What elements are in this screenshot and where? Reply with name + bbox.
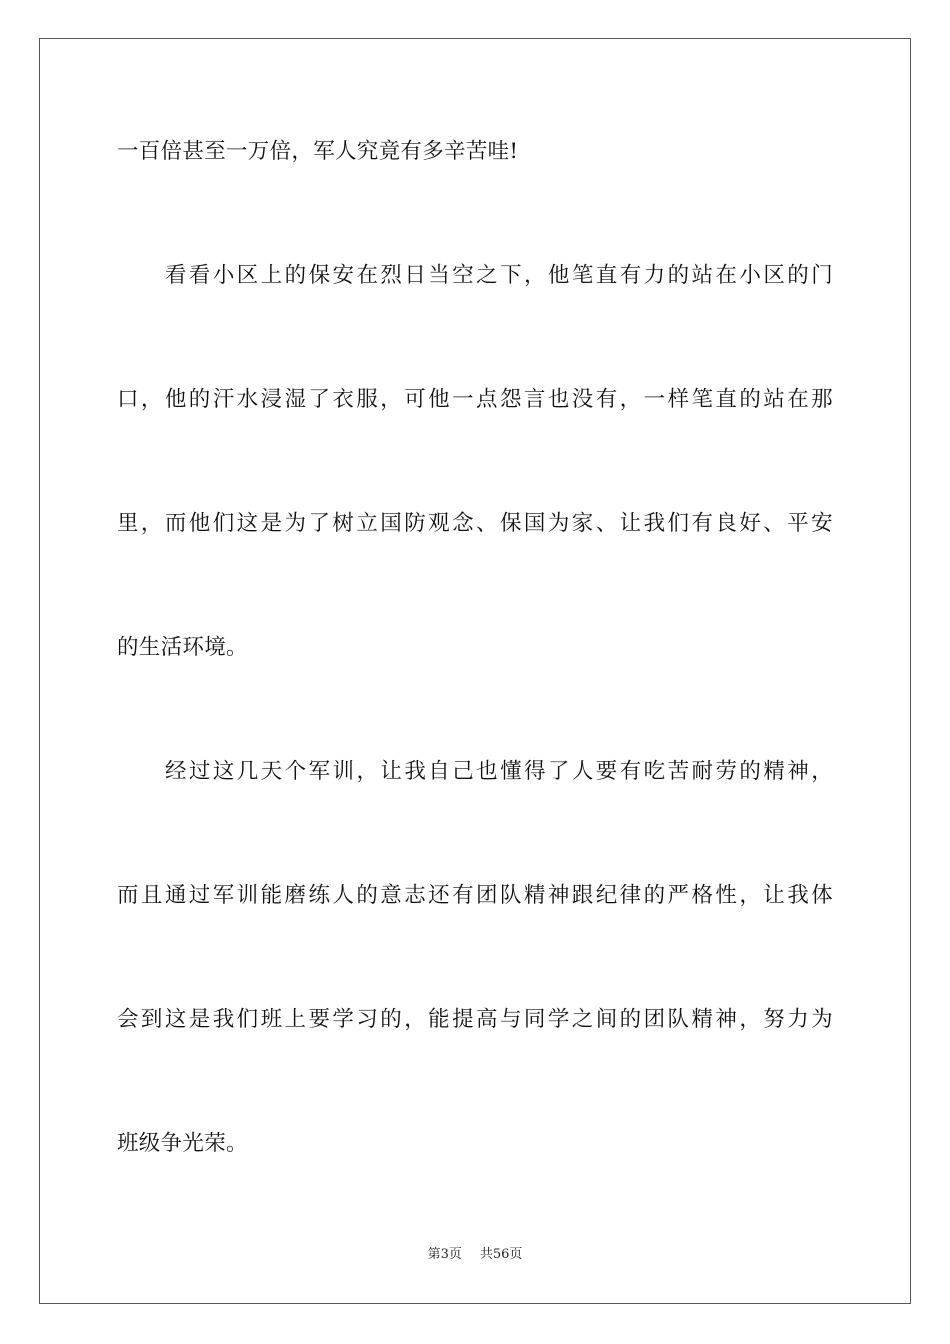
text-line-4: 里，而他们这是为了树立国防观念、保国为家、让我们有良好、平安	[117, 511, 833, 536]
text-line-1: 一百倍甚至一万倍，军人究竟有多辛苦哇!	[117, 139, 519, 164]
text-line-7: 而且通过军训能磨练人的意志还有团队精神跟纪律的严格性，让我体	[117, 883, 833, 908]
text-line-8: 会到这是我们班上要学习的，能提高与同学之间的团队精神，努力为	[117, 1007, 833, 1032]
text-line-5: 的生活环境。	[117, 635, 248, 660]
text-line-2: 看看小区上的保安在烈日当空之下，他笔直有力的站在小区的门	[165, 263, 833, 288]
text-line-6: 经过这几天个军训，让我自己也懂得了人要有吃苦耐劳的精神，	[165, 759, 833, 784]
page-footer	[0, 1246, 950, 1264]
page-total: 共56页	[479, 1247, 523, 1262]
text-line-9: 班级争光荣。	[117, 1131, 248, 1156]
page-border	[39, 38, 911, 1304]
page-number: 第3页	[427, 1247, 462, 1262]
text-line-3: 口，他的汗水浸湿了衣服，可他一点怨言也没有，一样笔直的站在那	[117, 387, 833, 412]
